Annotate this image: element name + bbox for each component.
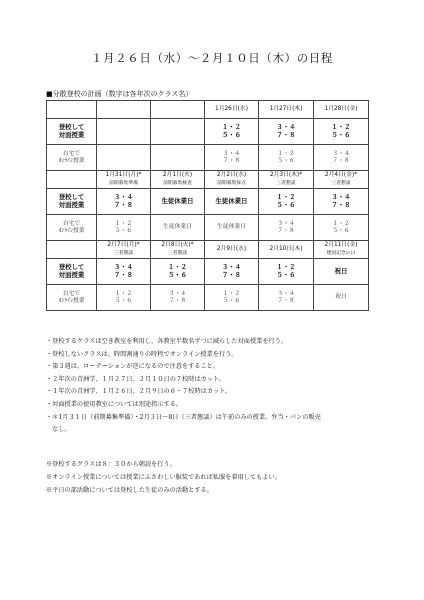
class-cell	[259, 259, 314, 285]
event-note: 三者懇談	[276, 181, 296, 187]
date-header-cell	[151, 101, 205, 119]
class-cell	[314, 145, 369, 171]
class-group: １・２	[276, 193, 296, 202]
section-heading: ■分散登校の計画（数字は各年次のクラス名）	[46, 90, 193, 98]
date-label: 1月26日(水)	[215, 106, 248, 113]
date-header-cell	[205, 241, 259, 259]
footer-note: ※オンライン授業については授業にふさわしい服装であれば私服を着用してもよい。	[46, 474, 281, 481]
note-item: ・登校しないクラスは、時間割通りの時程でオンライン授業を行う。	[46, 350, 238, 358]
date-label: 2月4日(金)*	[324, 172, 358, 179]
class-cell	[205, 285, 259, 311]
class-cell	[314, 119, 369, 145]
note-item: ・対面授業の使用教室については別途指示する。	[46, 400, 182, 408]
class-cell	[97, 189, 151, 215]
date-header-cell	[259, 171, 314, 189]
class-group: ３・４	[332, 150, 350, 157]
week-header-row	[47, 241, 369, 259]
class-cell	[205, 189, 259, 215]
class-group: ７・８	[331, 200, 351, 209]
page-title: １月２６日（水）～２月１０日（木）の日程	[91, 51, 333, 65]
footer-notes	[46, 458, 376, 497]
row-label-line: 登校して	[58, 123, 85, 132]
row-label-in-person	[47, 259, 97, 285]
in-person-row	[47, 189, 369, 215]
class-group: ７・８	[332, 157, 350, 164]
row-label-line: 対面授業	[58, 130, 85, 139]
class-cell	[259, 145, 314, 171]
class-cell	[314, 215, 369, 241]
date-label: 2月2日(水)	[216, 172, 247, 179]
class-group: ５・６	[114, 227, 133, 234]
event-note: 建国記念の日	[326, 251, 356, 257]
date-label: 2月7日(月)*	[107, 242, 140, 249]
class-group: ５・６	[167, 270, 188, 279]
class-cell	[97, 259, 151, 285]
class-group: １・２	[114, 220, 133, 227]
online-row	[47, 145, 369, 171]
class-cell	[259, 215, 314, 241]
date-label: 1月27日(木)	[269, 106, 303, 113]
date-header-cell	[314, 241, 369, 259]
class-group: １・２	[114, 290, 133, 297]
row-label-line: 自宅で	[62, 290, 81, 297]
date-label: 1月28日(金)	[324, 106, 358, 113]
note-item: ・第３週は、ローテーションが逆になるので注意をすること。	[46, 363, 220, 371]
row-label-online	[47, 285, 97, 311]
row-label-line: 自宅で	[62, 150, 81, 157]
class-group: ３・４	[113, 193, 134, 202]
class-group: １・２	[276, 263, 296, 272]
class-cell	[259, 119, 314, 145]
date-header-cell	[259, 101, 314, 119]
class-group: ７・８	[168, 297, 187, 304]
row-label-online	[47, 145, 97, 171]
class-group: １・２	[332, 220, 350, 227]
row-label-line: 登校して	[58, 263, 85, 272]
row-label-in-person	[47, 189, 97, 215]
event-note: 前期募集採点	[217, 181, 246, 187]
class-cell	[151, 145, 205, 171]
date-header-cell	[97, 101, 151, 119]
class-group: ５・６	[276, 200, 296, 209]
class-group: ５・６	[276, 270, 296, 279]
date-header-cell	[97, 241, 151, 259]
date-header-cell	[205, 101, 259, 119]
event-note: 三者懇談	[331, 181, 351, 187]
note-item: ・＊1月３１日（前期募集準備）・2月３日～8日（三者懇談）は午前のみの授業。弁当・パンの販売	[46, 413, 321, 421]
online-row	[47, 215, 369, 241]
class-group: １・２	[167, 263, 188, 272]
class-group: 生徒休業日	[161, 196, 194, 205]
date-label: 1月31日(月)*	[105, 172, 142, 179]
class-group: １・２	[277, 150, 295, 157]
class-group: ７・８	[277, 227, 295, 234]
date-header-cell	[151, 241, 205, 259]
class-group: 生徒休業日	[217, 224, 246, 231]
class-group: ７・８	[113, 270, 134, 279]
note-item-continued: なし。	[52, 426, 71, 434]
event-note: 前期募集検査	[163, 181, 192, 187]
class-group: １・２	[331, 123, 351, 132]
date-header-cell	[97, 171, 151, 189]
class-cell	[97, 215, 151, 241]
class-cell	[259, 285, 314, 311]
date-header-cell	[259, 241, 314, 259]
class-group: ７・８	[113, 200, 134, 209]
date-header-cell	[314, 101, 369, 119]
row-label-line: 対面授業	[58, 200, 85, 209]
corner-cell	[47, 241, 97, 259]
online-row	[47, 285, 369, 311]
class-cell	[97, 119, 151, 145]
class-group: ３・４	[222, 150, 241, 157]
class-group: ３・４	[331, 193, 351, 202]
class-group: ７・８	[221, 270, 242, 279]
class-cell	[151, 119, 205, 145]
class-group: ７・８	[276, 130, 296, 139]
in-person-row	[47, 119, 369, 145]
row-label-line: ｵﾝﾗｲﾝ授業	[58, 157, 85, 164]
class-cell	[314, 259, 369, 285]
week-header-row	[47, 101, 369, 119]
class-cell	[205, 145, 259, 171]
date-label: 2月10日(木)	[269, 246, 303, 253]
class-group: １・２	[221, 123, 242, 132]
schedule-table	[46, 100, 369, 311]
class-cell	[259, 189, 314, 215]
row-label-line: 対面授業	[58, 270, 85, 279]
class-cell	[151, 189, 205, 215]
class-group: ３・４	[113, 263, 134, 272]
row-label-line: ｵﾝﾗｲﾝ授業	[58, 227, 85, 234]
class-group: 生徒休業日	[215, 196, 248, 205]
date-label: 2月8日(火)*	[161, 242, 194, 249]
row-label-online	[47, 215, 97, 241]
class-cell	[314, 285, 369, 311]
class-group: ７・８	[222, 157, 241, 164]
date-label: 2月3日(木)*	[269, 172, 303, 179]
date-label: 2月9日(水)	[216, 246, 247, 253]
class-cell	[205, 259, 259, 285]
class-group: ５・６	[277, 157, 295, 164]
class-cell	[205, 119, 259, 145]
event-note: 三者懇談	[113, 251, 134, 257]
class-group: ５・６	[331, 130, 351, 139]
class-group: ３・４	[276, 123, 296, 132]
week-header-row	[47, 171, 369, 189]
class-group: ７・８	[277, 297, 295, 304]
date-header-cell	[205, 171, 259, 189]
row-label-line: ｵﾝﾗｲﾝ授業	[58, 297, 85, 304]
date-header-cell	[151, 171, 205, 189]
class-group: ５・６	[114, 297, 133, 304]
row-label-line: 登校して	[58, 193, 85, 202]
note-item: ・登校するクラスは空き教室を利用し、各教室半数名ずつに減らした対面授業を行う。	[46, 338, 288, 345]
date-label: 2月1日(火)	[162, 172, 193, 179]
date-label: 2月11日(金)	[324, 242, 358, 249]
class-group: ５・６	[332, 227, 350, 234]
class-group: ５・６	[221, 130, 242, 139]
event-note: 三者懇談	[167, 251, 188, 257]
in-person-row	[47, 259, 369, 285]
class-group: ３・４	[221, 263, 242, 272]
footer-note: ※平日の部活動については登校した生徒のみの活動とする。	[46, 487, 213, 494]
note-item: ・２年次の青洲学、１月２７日、２月１０日の７校時はカット。	[46, 375, 225, 383]
class-cell	[97, 285, 151, 311]
class-cell	[151, 259, 205, 285]
class-group: ５・６	[222, 297, 241, 304]
class-group: ３・４	[168, 290, 187, 297]
corner-cell	[47, 171, 97, 189]
corner-cell	[47, 101, 97, 119]
class-cell	[151, 215, 205, 241]
class-cell	[151, 285, 205, 311]
class-group: ３・４	[277, 290, 295, 297]
class-cell	[205, 215, 259, 241]
class-group: ３・４	[277, 220, 295, 227]
notes-list	[46, 336, 376, 437]
footer-note: ※登校するクラスは８：３０から朝読を行う。	[46, 461, 176, 468]
row-label-line: 自宅で	[62, 220, 81, 227]
note-item: ・１年次の青洲学、１月２６日、２月９日の６・７校時はカット。	[46, 388, 232, 396]
class-group: 祝日	[334, 266, 348, 275]
class-group: 祝日	[335, 294, 347, 301]
class-cell	[97, 145, 151, 171]
date-header-cell	[314, 171, 369, 189]
class-cell	[314, 189, 369, 215]
class-group: 生徒休業日	[163, 224, 192, 231]
event-note: 前期募集準備	[109, 181, 138, 187]
class-group: １・２	[222, 290, 241, 297]
row-label-in-person	[47, 119, 97, 145]
